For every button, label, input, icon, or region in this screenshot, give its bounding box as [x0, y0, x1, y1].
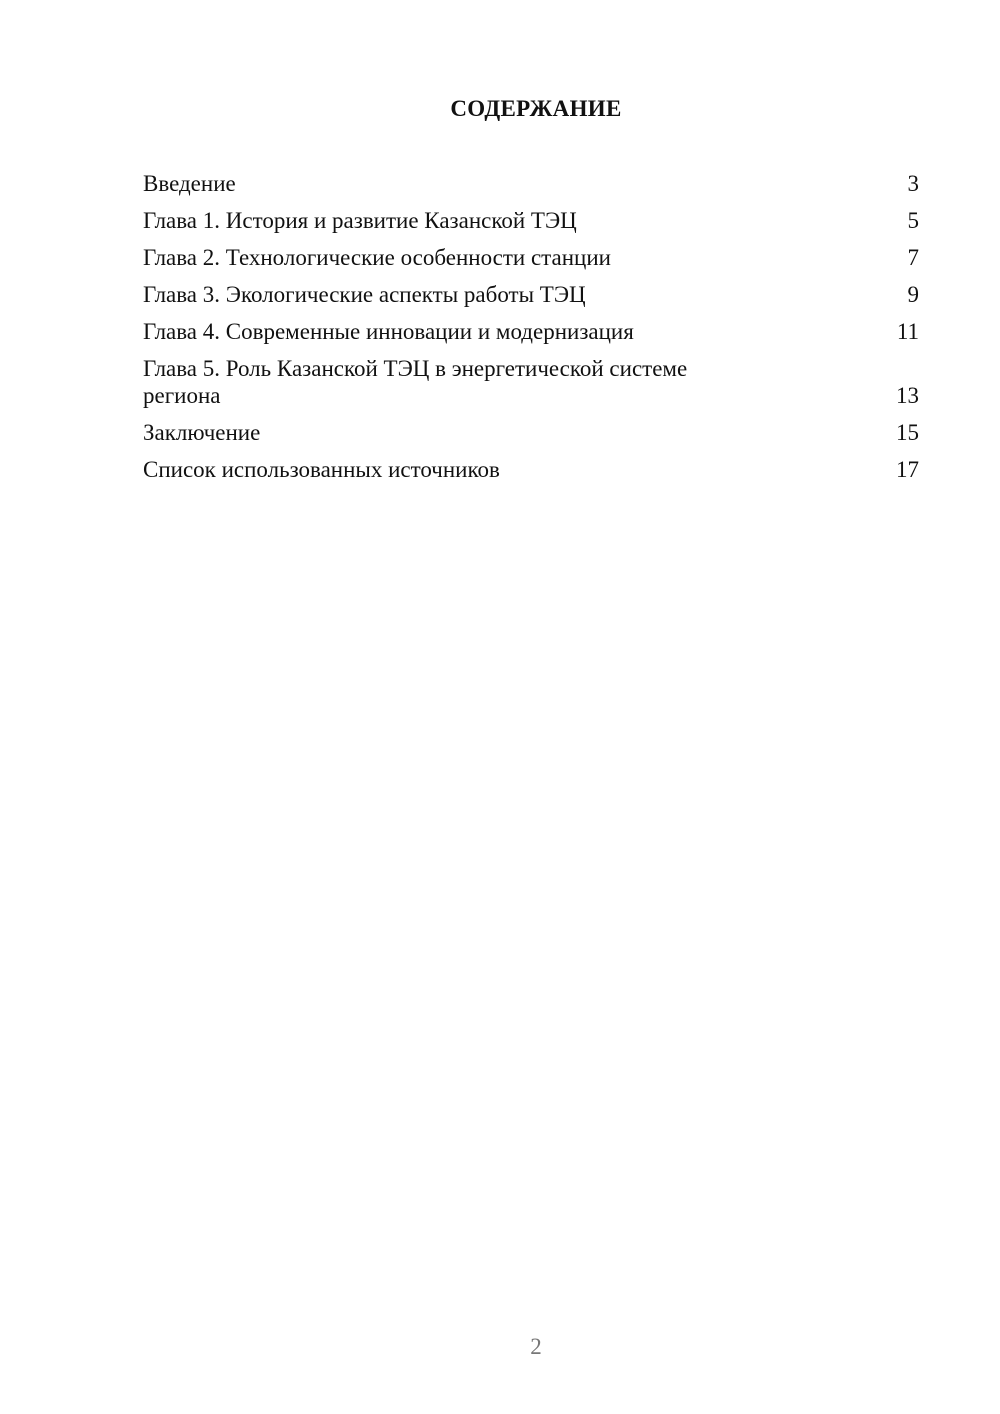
toc-entry-page: 11 — [896, 319, 919, 344]
toc-entry-label: Глава 2. Технологические особенности станции — [143, 245, 611, 270]
toc-entry-page: 17 — [896, 457, 919, 482]
toc-entry-page: 9 — [907, 282, 919, 307]
toc-entry-chapter-5 — [143, 355, 919, 409]
toc-entry-page: 13 — [896, 383, 919, 408]
toc-entry-page: 15 — [896, 420, 919, 445]
toc-entry-label: Заключение — [143, 420, 261, 445]
toc-list — [143, 170, 919, 493]
toc-entry-label: Глава 1. История и развитие Казанской ТЭЦ — [143, 208, 577, 233]
page-number: 2 — [530, 1334, 542, 1359]
toc-entry-label: Список использованных источников — [143, 457, 500, 482]
toc-entry-label: Введение — [143, 171, 236, 196]
toc-entry-page: 5 — [907, 208, 919, 233]
toc-entry-page: 7 — [907, 245, 919, 270]
toc-entry-label: Глава 4. Современные инновации и модернизация — [143, 319, 634, 344]
toc-entry-chapter-4 — [143, 318, 919, 345]
toc-entry-conclusion — [143, 419, 919, 446]
toc-entry-chapter-3 — [143, 281, 919, 308]
toc-title: СОДЕРЖАНИЕ — [450, 96, 622, 121]
toc-entry-references — [143, 456, 919, 483]
toc-entry-label: Глава 3. Экологические аспекты работы ТЭЦ — [143, 282, 586, 307]
toc-entry-chapter-2 — [143, 244, 919, 271]
toc-entry-page: 3 — [907, 171, 919, 196]
toc-entry-label: Глава 5. Роль Казанской ТЭЦ в энергетической системе региона — [143, 356, 688, 408]
toc-entry-chapter-1 — [143, 207, 919, 234]
toc-entry-introduction — [143, 170, 919, 197]
